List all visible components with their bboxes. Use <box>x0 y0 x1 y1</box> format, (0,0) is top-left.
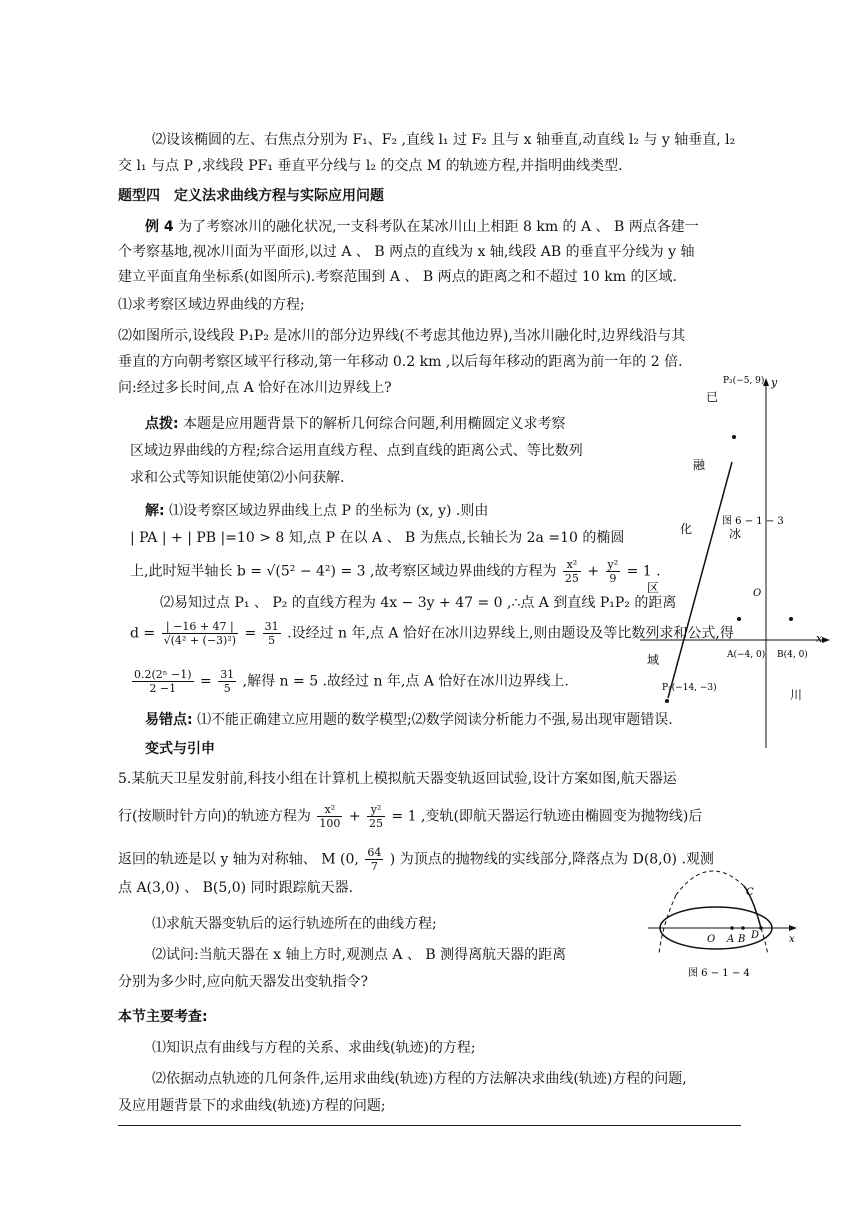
parabola-dashed-tail-left <box>659 895 676 954</box>
frac-num: x² <box>563 558 581 572</box>
problem5-line-2 <box>118 803 702 830</box>
solution-line-1 <box>145 501 488 521</box>
problem5-text-3a: 返回的轨迹是以 y 轴为对称轴、 M (0, <box>118 851 359 868</box>
solution-text-6: ,解得 n = 5 .故经过 n 年,点 A 恰好在冰川边界线上. <box>242 673 569 690</box>
problem5-question-1: ⑴求航天器变轨后的运行轨迹所在的曲线方程; <box>152 916 437 932</box>
point-d-dot <box>759 926 763 930</box>
glacier-char-4: 冰 <box>729 527 742 541</box>
hint-line-3: 求和公式等知识能使第⑵小问获解. <box>130 470 345 486</box>
frac-num: x² <box>317 803 342 817</box>
solution-text-3: 上,此时短半轴长 b = √(5² − 4²) = 3 ,故考察区域边界曲线的方程为 <box>130 563 557 580</box>
ellipse-term-y <box>367 803 385 830</box>
frac-num: 64 <box>367 846 382 859</box>
y-axis-label: y <box>771 376 778 389</box>
frac-num: 0.2(2ⁿ −1) <box>134 668 192 681</box>
pitfall-line <box>145 710 673 730</box>
caption: 图 6 − 1 − 4 <box>688 968 750 979</box>
example4-label: 例 4 <box>145 219 174 235</box>
frac-den: 7 <box>370 860 378 873</box>
point-p1-dot <box>665 699 669 703</box>
glacier-char-7: 川 <box>790 688 803 702</box>
x-axis-label: x <box>789 934 795 945</box>
problem5-line-1: 5.某航天卫星发射前,科技小组在计算机上模拟航天器变轨返回试验,设计方案如图,航天器运 <box>118 771 677 787</box>
ellipse-term-x <box>317 803 342 830</box>
summary-item-1: ⑴知识点有曲线与方程的关系、求曲线(轨迹)的方程; <box>152 1040 476 1056</box>
variation-title: 变式与引申 <box>145 741 215 757</box>
b-label: B <box>738 934 746 945</box>
example4-question-2-line-1: ⑵如图所示,设线段 P₁P₂ 是冰川的部分边界线(不考虑其他边界),当冰川融化时,边界线沿与其 <box>118 328 686 344</box>
solution-line-3 <box>130 558 661 585</box>
intro-line-1: ⑵设该椭圆的左、右焦点分别为 F₁、F₂ ,直线 l₁ 过 F₂ 且与 x 轴垂直,动直线 l₂ 与 y 轴垂直, l₂ <box>152 132 736 148</box>
equals-sign: = <box>244 625 257 642</box>
figure-glacier <box>640 370 840 755</box>
frac-den: 5 <box>223 682 231 695</box>
point-dot <box>732 435 736 439</box>
solution-line-2: | PA | + | PB |=10 > 8 知,点 P 在以 A 、 B 为焦点,长轴长为 2a =10 的椭圆 <box>130 530 625 546</box>
distance-fraction <box>162 620 238 647</box>
glacier-char-5: 区 <box>647 581 660 595</box>
example4-line-3: 建立平面直角坐标系(如图所示).考察范围到 A 、 B 两点的距离之和不超过 10 km 的区域. <box>118 269 677 285</box>
frac-num: 31 <box>220 668 235 681</box>
frac-den: 25 <box>564 572 579 585</box>
plus-sign: + <box>348 808 361 825</box>
figure-orbit <box>648 858 808 983</box>
problem5-question-2-line-1: ⑵试问:当航天器在 x 轴上方时,观测点 A 、 B 测得离航天器的距离 <box>152 947 567 963</box>
example4-line-1 <box>145 217 699 237</box>
frac-den: 2 −1 <box>149 682 177 695</box>
hint-line-1 <box>145 414 566 434</box>
point-b-dot <box>741 926 745 930</box>
parabola-dashed-left <box>676 871 744 895</box>
a-label: A(−4, 0) <box>727 650 766 660</box>
ellipse-term-x <box>563 558 581 585</box>
pitfall-label: 易错点: <box>145 712 193 728</box>
origin-label: O <box>707 934 716 945</box>
point-b-dot <box>789 617 793 621</box>
point-a-dot <box>737 617 741 621</box>
solution-label: 解: <box>145 503 165 519</box>
frac-den: 100 <box>319 817 341 830</box>
solution-text-5: .设经过 n 年,点 A 恰好在冰川边界线上,则由题设及等比数列求和公式,得 <box>287 625 734 642</box>
boundary-line-p1p2 <box>668 462 732 698</box>
frac-num: y² <box>607 558 619 571</box>
plus-sign: + <box>587 563 600 580</box>
problem5-text-2b: = 1 ,变轨(即航天器运行轨迹由椭圆变为抛物线)后 <box>391 808 703 825</box>
problem5-question-2-line-2: 分别为多少时,应向航天器发出变轨指令? <box>118 974 368 990</box>
footer-rule <box>118 1125 741 1126</box>
distance-label: d = <box>130 625 156 642</box>
ellipse-term-y <box>606 558 621 585</box>
section-title: 题型四 定义法求曲线方程与实际应用问题 <box>118 188 384 204</box>
x-axis-arrow <box>789 925 797 931</box>
problem5-line-3 <box>118 846 734 873</box>
glacier-char-6: 域 <box>647 653 660 667</box>
hint-text-1: 本题是应用题背景下的解析几何综合问题,利用椭圆定义求考察 <box>183 416 566 432</box>
equation-end: = 1 . <box>626 563 661 580</box>
frac-den: √(4² + (−3)²) <box>163 634 237 647</box>
hint-line-2: 区域边界曲线的方程;综合运用直线方程、点到直线的距离公式、等比数列 <box>130 443 583 459</box>
glacier-char-2: 融 <box>693 458 706 472</box>
summary-item-2-line-2: 及应用题背景下的求曲线(轨迹)方程的问题; <box>118 1098 386 1114</box>
p2-label: P₂(−5, 9) <box>723 376 765 386</box>
frac-num: | −16 + 47 | <box>162 620 238 634</box>
solution-line-6 <box>130 668 569 695</box>
a-label: A <box>727 934 735 945</box>
c-label: C <box>746 887 754 898</box>
equals-sign: = <box>200 673 212 690</box>
frac-den: 25 <box>369 817 384 830</box>
example4-question-2-line-2: 垂直的方向朝考察区域平行移动,第一年移动 0.2 km ,以后每年移动的距离为前一年的 2 倍. <box>118 354 683 370</box>
hint-label: 点拨: <box>145 416 179 432</box>
caption: 图 6 − 1 − 3 <box>722 516 784 527</box>
example4-question-1: ⑴求考察区域边界曲线的方程; <box>118 297 305 313</box>
d-label: D <box>751 930 760 941</box>
summary-item-2-line-1: ⑵依据动点轨迹的几何条件,运用求曲线(轨迹)方程的方法解决求曲线(轨迹)方程的问题, <box>152 1071 687 1087</box>
pitfall-text: ⑴不能正确建立应用题的数学模型;⑵数学阅读分析能力不强,易出现审题错误. <box>197 712 673 728</box>
glacier-char-3: 化 <box>680 522 693 536</box>
problem5-line-4: 点 A(3,0) 、 B(5,0) 同时跟踪航天器. <box>118 880 354 896</box>
problem5-text-3b: ) 为顶点的抛物线的实线部分,降落点为 D(8,0) .观测 <box>389 851 714 868</box>
intro-line-2: 交 l₁ 与点 P ,求线段 PF₁ 垂直平分线与 l₂ 的交点 M 的轨迹方程,并指明曲线类型. <box>118 158 623 174</box>
p1-label: P₁(−14, −3) <box>662 683 717 693</box>
parabola-dashed-tail-right <box>761 928 768 955</box>
solution-line-4: ⑵易知过点 P₁ 、 P₂ 的直线方程为 4x − 3y + 47 = 0 ,∴点 A 到直线 P₁P₂ 的距离 <box>160 595 677 611</box>
example4-question-2-line-3: 问:经过多长时间,点 A 恰好在冰川边界线上? <box>118 380 392 396</box>
example4-text-1: 为了考察冰川的融化状况,一支科考队在某冰川山上相距 8 km 的 A 、 B 两点各建一 <box>178 219 699 235</box>
glacier-char-1: 已 <box>706 390 719 404</box>
b-label: B(4, 0) <box>777 650 808 660</box>
example4-line-2: 个考察基地,视冰川面为平面形,以过 A 、 B 两点的直线为 x 轴,线段 AB 的垂直平分线为 y 轴 <box>118 244 695 260</box>
sum-fraction <box>132 668 194 695</box>
summary-title: 本节主要考查: <box>118 1009 208 1025</box>
sum-value <box>218 668 236 695</box>
x-axis-arrow <box>822 637 830 643</box>
solution-text-1: ⑴设考察区域边界曲线上点 P 的坐标为 (x, y) .则由 <box>169 503 489 519</box>
problem5-text-2a: 行(按顺时针方向)的轨迹方程为 <box>118 808 311 825</box>
frac-den: 9 <box>609 572 617 585</box>
point-a-dot <box>730 926 734 930</box>
x-axis-label: x <box>816 632 823 645</box>
frac-num: 31 <box>264 620 279 633</box>
distance-value <box>263 620 281 647</box>
vertex-fraction <box>365 846 383 873</box>
frac-num: y² <box>367 803 385 817</box>
frac-den: 5 <box>268 634 276 647</box>
origin-label: O <box>753 588 762 599</box>
